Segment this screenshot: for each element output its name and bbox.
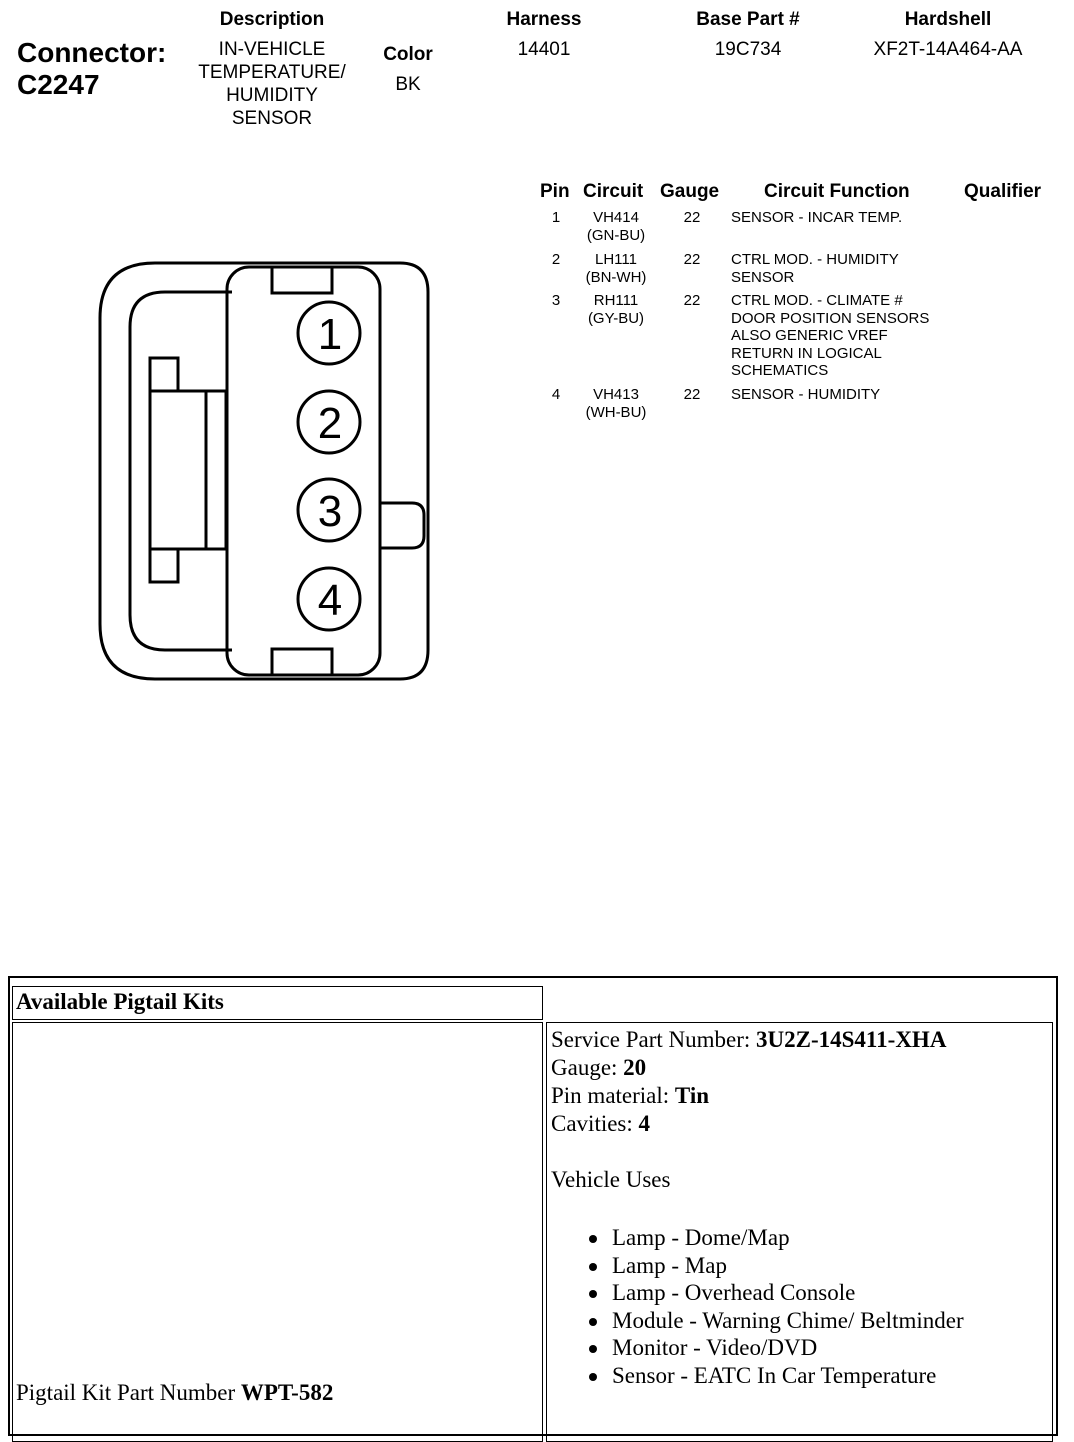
pigtail-kit-cell [12, 1022, 543, 1442]
pigtail-title-cell [12, 986, 543, 1020]
service-part-value: 3U2Z-14S411-XHA [756, 1027, 947, 1052]
housing-inner [130, 292, 232, 650]
qualifier-column-header: Qualifier [964, 181, 1042, 202]
kit-part-label: Pigtail Kit Part Number [16, 1380, 241, 1405]
list-item: Lamp - Dome/Map [551, 1224, 1052, 1252]
circuit-code: VH413 [593, 386, 639, 403]
function-line: DOOR POSITION SENSORS [731, 309, 930, 327]
vehicle-uses-list [551, 1224, 1052, 1389]
pin-number: 3 [551, 292, 561, 309]
circuit-code: RH111 [593, 292, 639, 309]
list-item: Lamp - Overhead Console [551, 1279, 1052, 1307]
circuit-cell [576, 386, 656, 421]
wire-color: (WH-BU) [585, 403, 647, 421]
cavities-label: Cavities: [551, 1111, 639, 1136]
function-line: SENSOR - HUMIDITY [731, 386, 881, 403]
list-item: Module - Warning Chime/ Beltminder [551, 1307, 1052, 1335]
connector-id: C2247 [17, 69, 100, 100]
pin-material-line [551, 1082, 1052, 1110]
pin-column-header: Pin [540, 181, 570, 202]
kit-part-line [16, 1379, 333, 1407]
gauge-cell: 22 [683, 386, 701, 403]
wire-color: (BN-WH) [585, 268, 647, 286]
function-line: SCHEMATICS [731, 362, 829, 379]
gauge-value: 20 [623, 1055, 647, 1080]
harness-value: 14401 [517, 39, 571, 60]
wire-color: (GN-BU) [586, 226, 646, 244]
color-header: Color [383, 44, 433, 65]
gauge-line [551, 1054, 1052, 1082]
function-line: ALSO GENERIC VREF [731, 327, 888, 344]
function-line: SENSOR - INCAR TEMP. [731, 209, 903, 226]
pigtail-details-cell [546, 1022, 1053, 1442]
wire-color: (GY-BU) [587, 309, 645, 327]
pin-material-label: Pin material: [551, 1083, 675, 1108]
pin-number: 4 [551, 386, 561, 403]
gauge-label: Gauge: [551, 1055, 624, 1080]
function-column-header: Circuit Function [764, 181, 910, 202]
service-part-label: Service Part Number: [551, 1027, 757, 1052]
function-cell [731, 209, 991, 227]
harness-header: Harness [506, 9, 582, 30]
hardshell-header: Hardshell [904, 9, 992, 30]
hardshell-value: XF2T-14A464-AA [873, 39, 1023, 60]
color-value: BK [395, 74, 421, 95]
vehicle-uses-label: Vehicle Uses [551, 1167, 671, 1192]
pin-material-value: Tin [674, 1083, 710, 1108]
service-part-line [551, 1026, 1052, 1054]
description-header: Description [219, 9, 325, 30]
bottom-notch [272, 649, 332, 675]
gauge-cell: 22 [683, 209, 701, 226]
function-line: CTRL MOD. - CLIMATE # [731, 292, 903, 309]
pin-number: 1 [551, 209, 561, 226]
description-line: IN-VEHICLE [218, 39, 326, 60]
list-item: Monitor - Video/DVD [551, 1334, 1052, 1362]
gauge-cell: 22 [683, 292, 701, 309]
function-line: RETURN IN LOGICAL [731, 344, 882, 362]
list-item: Sensor - EATC In Car Temperature [551, 1362, 1052, 1390]
circuit-cell [576, 209, 656, 244]
pin-4-label: 4 [317, 576, 343, 625]
description-line: HUMIDITY [226, 85, 318, 106]
base-part-value: 19C734 [714, 39, 782, 60]
cavities-value: 4 [638, 1111, 651, 1136]
top-notch [272, 267, 332, 293]
pin-number: 2 [551, 251, 561, 268]
pin-3-label: 3 [317, 487, 343, 536]
circuit-code: VH414 [593, 209, 639, 226]
description-line: SENSOR [231, 108, 313, 129]
function-line: SENSOR [731, 268, 795, 286]
list-item: Lamp - Map [551, 1252, 1052, 1280]
function-cell [731, 386, 991, 404]
connector-diagram [0, 0, 540, 700]
kit-part-value: WPT-582 [240, 1380, 334, 1405]
circuit-code: LH111 [595, 251, 637, 268]
function-cell [731, 251, 991, 286]
circuit-cell [576, 292, 656, 327]
circuit-cell [576, 251, 656, 286]
pin-2-label: 2 [317, 399, 343, 448]
pigtail-details [547, 1023, 1052, 1389]
connector-label: Connector: [17, 37, 167, 68]
pin-1-label: 1 [317, 310, 343, 359]
function-line: CTRL MOD. - HUMIDITY [731, 251, 899, 268]
latch [380, 503, 424, 548]
circuit-column-header: Circuit [583, 181, 644, 202]
pigtail-title: Available Pigtail Kits [16, 989, 224, 1014]
gauge-cell: 22 [683, 251, 701, 268]
cavities-line [551, 1110, 1052, 1138]
base-part-header: Base Part # [696, 9, 800, 30]
function-cell [731, 292, 991, 380]
gauge-column-header: Gauge [660, 181, 720, 202]
description-line: TEMPERATURE/ [198, 62, 346, 83]
